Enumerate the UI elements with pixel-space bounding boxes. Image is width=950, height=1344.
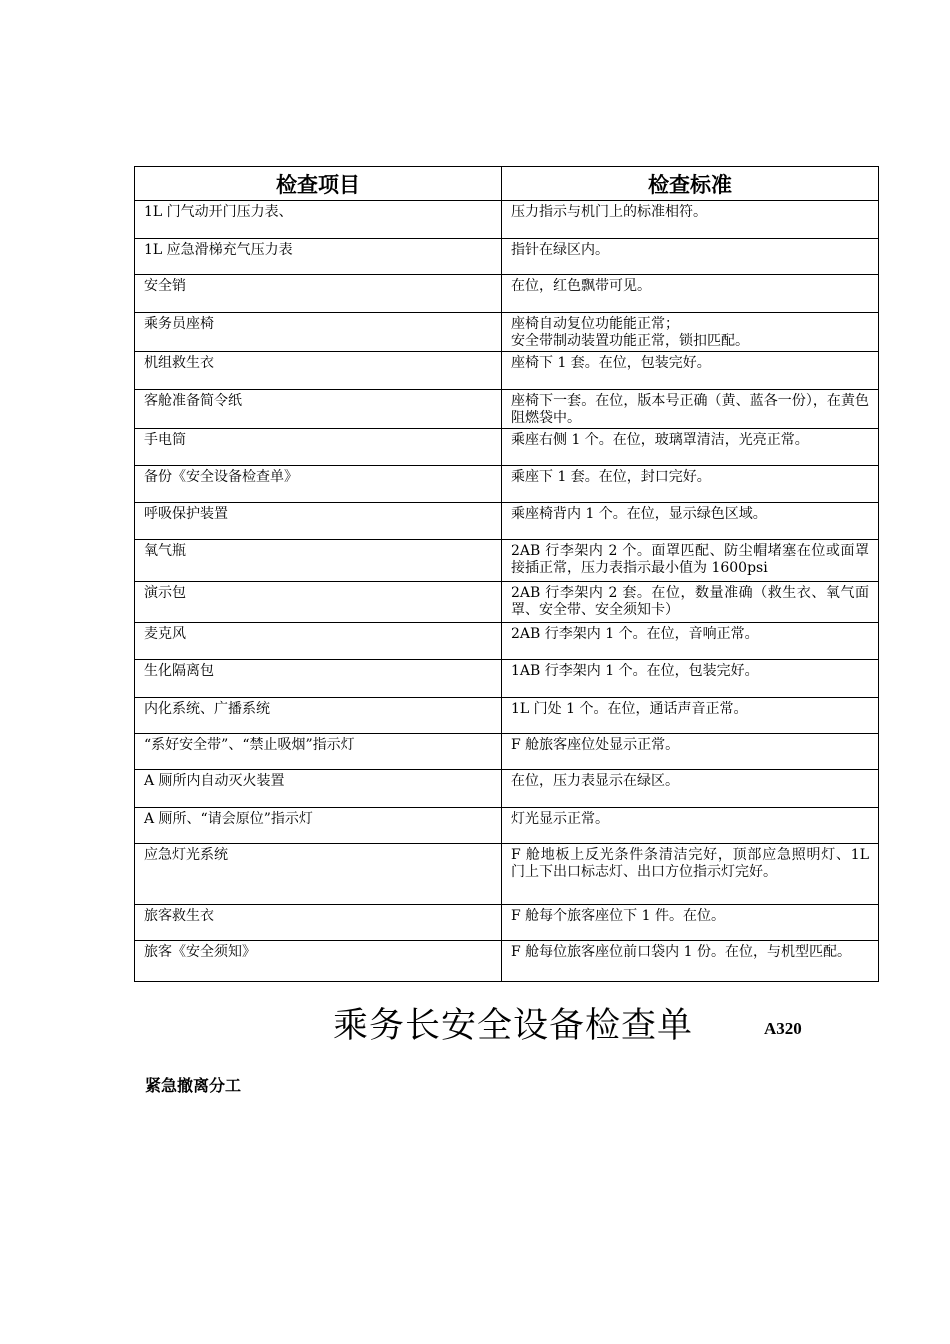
page-title: 乘务长安全设备检查单	[333, 1006, 694, 1046]
table-row	[135, 429, 879, 466]
item-cell: 氧气瓶	[135, 540, 502, 582]
item-cell: 1L 门气动开门压力表、	[135, 201, 502, 239]
standard-cell: 在位，红色飘带可见。	[502, 275, 879, 313]
header-check-item: 检查项目	[135, 167, 502, 201]
item-cell: “系好安全带”、“禁止吸烟”指示灯	[135, 734, 502, 770]
table-row	[135, 466, 879, 503]
item-cell: 机组救生衣	[135, 352, 502, 390]
standard-cell: 在位，压力表显示在绿区。	[502, 770, 879, 808]
standard-cell: 乘座右侧 1 个。在位，玻璃罩清洁，光亮正常。	[502, 429, 879, 466]
aircraft-model-label: A320	[764, 1019, 802, 1038]
item-cell: 生化隔离包	[135, 660, 502, 698]
standard-cell: 乘座椅背内 1 个。在位，显示绿色区域。	[502, 503, 879, 540]
item-cell: 内化系统、广播系统	[135, 698, 502, 734]
table-row	[135, 844, 879, 905]
safety-equipment-table	[134, 166, 879, 982]
item-cell: 呼吸保护装置	[135, 503, 502, 540]
standard-cell: 座椅自动复位功能能正常； 安全带制动装置功能正常，锁扣匹配。	[502, 313, 879, 352]
table-row	[135, 905, 879, 941]
table-row	[135, 660, 879, 698]
header-check-standard: 检查标准	[502, 167, 879, 201]
standard-cell: 灯光显示正常。	[502, 808, 879, 844]
item-cell: 安全销	[135, 275, 502, 313]
table-row	[135, 808, 879, 844]
item-cell: A 厕所内自动灭火装置	[135, 770, 502, 808]
standard-cell: F 舱地板上反光条件条清洁完好，顶部应急照明灯、1L 门上下出口标志灯、出口方位指示灯完好。	[502, 844, 879, 905]
item-cell: 旅客《安全须知》	[135, 941, 502, 982]
item-cell: 1L 应急滑梯充气压力表	[135, 239, 502, 275]
item-cell: 备份《安全设备检查单》	[135, 466, 502, 503]
section-heading: 紧急撤离分工	[145, 1076, 242, 1095]
standard-cell: 乘座下 1 套。在位，封口完好。	[502, 466, 879, 503]
standard-cell: 2AB 行李架内 2 个。面罩匹配、防尘帽堵塞在位或面罩接插正常，压力表指示最小值为 1600psi	[502, 540, 879, 582]
table-row	[135, 941, 879, 982]
item-cell: 客舱准备简令纸	[135, 390, 502, 429]
table-row	[135, 313, 879, 352]
standard-cell: F 舱旅客座位处显示正常。	[502, 734, 879, 770]
table-row	[135, 201, 879, 239]
item-cell: 应急灯光系统	[135, 844, 502, 905]
standard-cell: 2AB 行李架内 2 套。在位，数量准确（救生衣、氧气面罩、安全带、安全须知卡）	[502, 582, 879, 623]
item-cell: 乘务员座椅	[135, 313, 502, 352]
item-cell: 麦克风	[135, 623, 502, 660]
table-row	[135, 698, 879, 734]
table-row	[135, 352, 879, 390]
item-cell: 手电筒	[135, 429, 502, 466]
item-cell: A 厕所、“请会原位”指示灯	[135, 808, 502, 844]
standard-cell: F 舱每位旅客座位前口袋内 1 份。在位，与机型匹配。	[502, 941, 879, 982]
table-row	[135, 390, 879, 429]
standard-cell: 座椅下 1 套。在位，包装完好。	[502, 352, 879, 390]
standard-cell: 1AB 行李架内 1 个。在位，包装完好。	[502, 660, 879, 698]
table-row	[135, 275, 879, 313]
table-header-row	[135, 167, 879, 201]
standard-cell: 1L 门处 1 个。在位，通话声音正常。	[502, 698, 879, 734]
standard-cell: 2AB 行李架内 1 个。在位，音响正常。	[502, 623, 879, 660]
standard-cell: 指针在绿区内。	[502, 239, 879, 275]
table-row	[135, 503, 879, 540]
standard-cell: 压力指示与机门上的标准相符。	[502, 201, 879, 239]
table-row	[135, 734, 879, 770]
standard-cell: F 舱每个旅客座位下 1 件。在位。	[502, 905, 879, 941]
table-row	[135, 770, 879, 808]
item-cell: 演示包	[135, 582, 502, 623]
standard-cell: 座椅下一套。在位，版本号正确（黄、蓝各一份），在黄色阻燃袋中。	[502, 390, 879, 429]
table-row	[135, 623, 879, 660]
table-row	[135, 239, 879, 275]
item-cell: 旅客救生衣	[135, 905, 502, 941]
table-row	[135, 540, 879, 582]
table-row	[135, 582, 879, 623]
